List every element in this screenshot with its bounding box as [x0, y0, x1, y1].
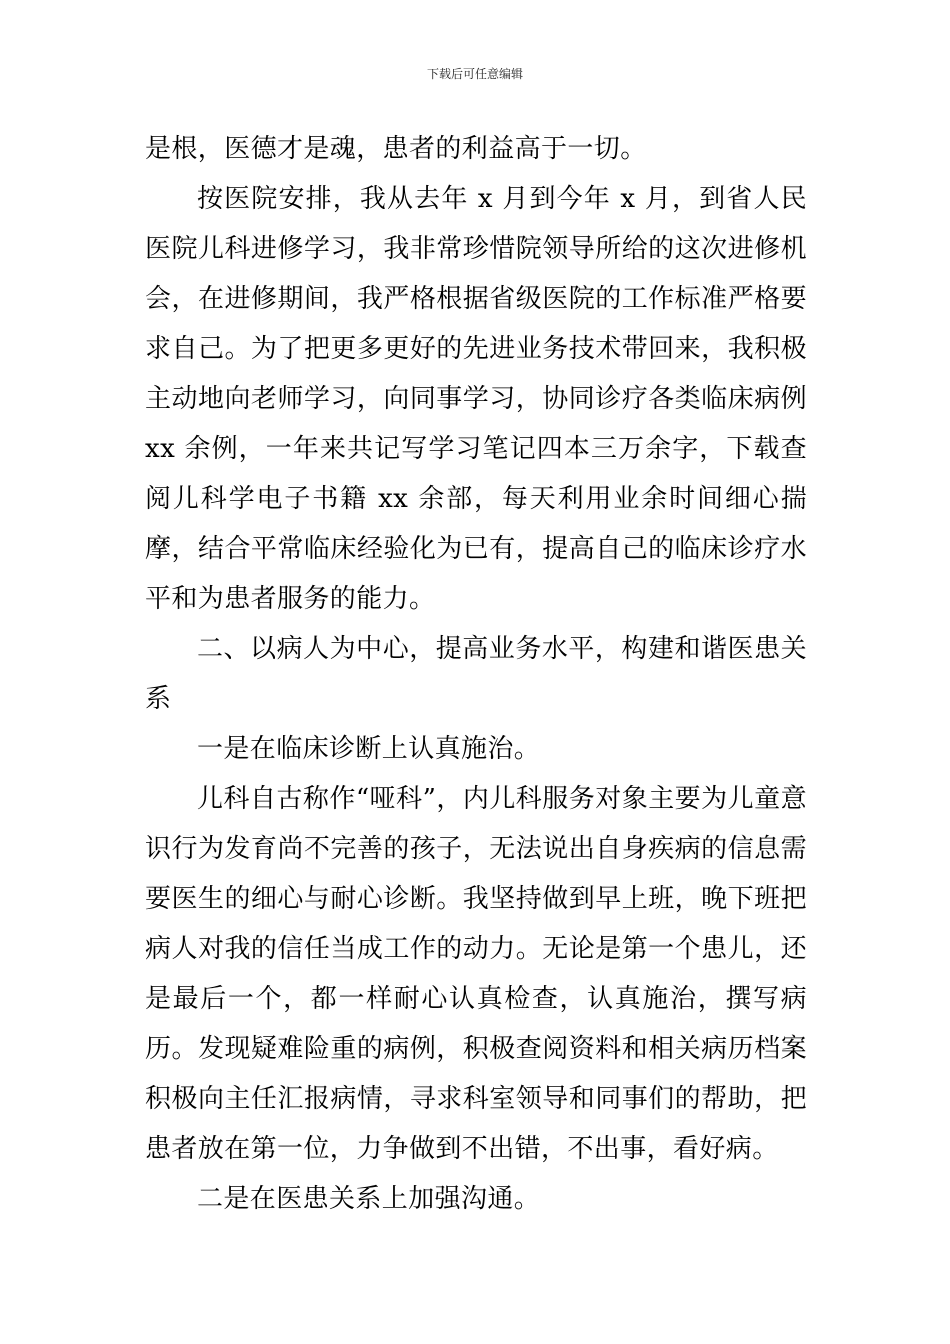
subheading-communication: 二是在医患关系上加强沟通。: [197, 1184, 541, 1214]
subheading-diagnosis: 一是在临床诊断上认真施治。: [197, 734, 541, 764]
document-body: [145, 124, 807, 1224]
paragraph-continuation: 是根，医德才是魂，患者的利益高于一切。: [145, 134, 647, 164]
paragraph-pediatrics: 儿科自古称作“哑科”，内儿科服务对象主要为儿童意识行为发育尚不完善的孩子，无法说出自身疾病的信息需要医生的细心与耐心诊断。我坚持做到早上班，晚下班把病人对我的信任当成工作的动力。无论是第一个患儿，还是最后一个，都一样耐心认真检查，认真施治，撰写病历。发现疑难险重的病例，积极查阅资料和相关病历档案积极向主任汇报病情，寻求科室领导和同事们的帮助，把患者放在第一位，力争做到不出错，不出事，看好病。: [145, 784, 807, 1164]
page-header-note: 下载后可任意编辑: [426, 67, 523, 81]
section-heading-two: 二、以病人为中心，提高业务水平，构建和谐医患关系: [145, 634, 807, 714]
paragraph-training: 按医院安排，我从去年 x 月到今年 x 月，到省人民医院儿科进修学习，我非常珍惜院领导所给的这次进修机会，在进修期间，我严格根据省级医院的工作标准严格要求自己。为了把更多更好的先进业务技术带回来，我积极主动地向老师学习，向同事学习，协同诊疗各类临床病例 xx 余例，一年来共记写学习笔记四本三万余字，下载查阅儿科学电子书籍 xx 余部，每天利用业余时间细心揣摩，结合平常临床经验化为已有，提高自己的临床诊疗水平和为患者服务的能力。: [145, 184, 807, 614]
